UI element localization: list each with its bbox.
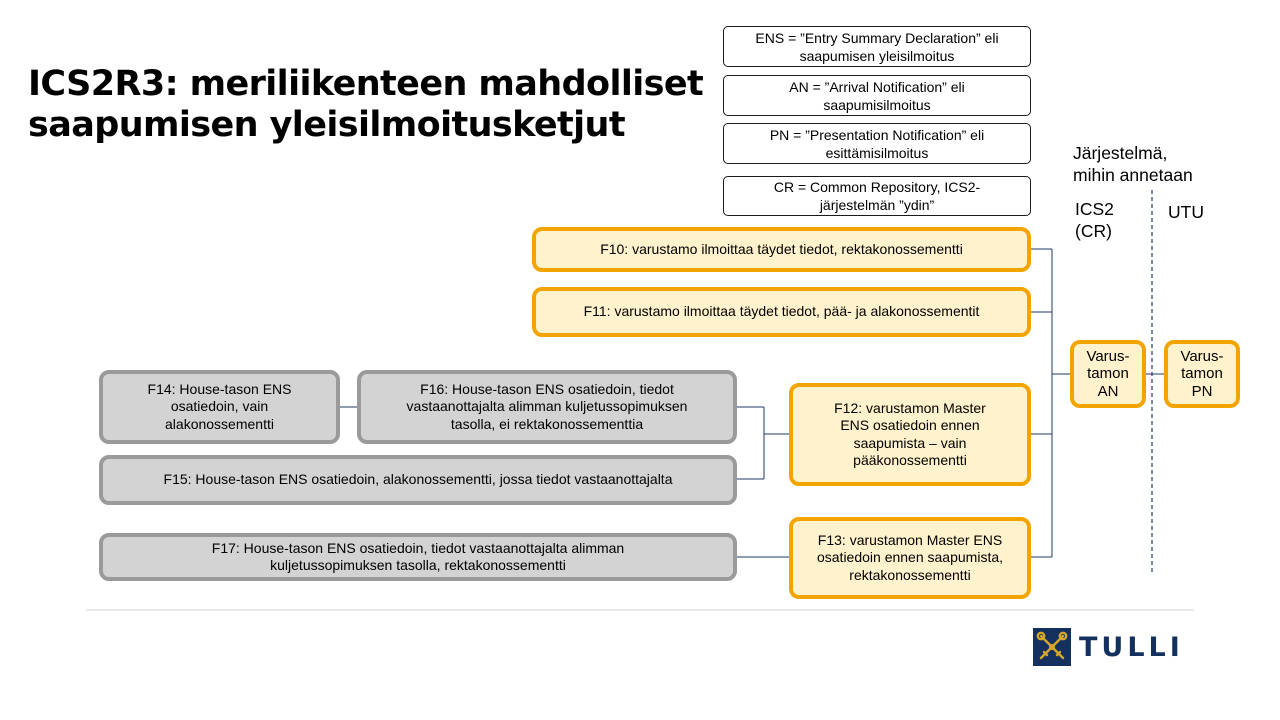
an-line-3: AN xyxy=(1097,382,1119,400)
pn-line-1: Varus- xyxy=(1180,347,1224,365)
f12-line-4: pääkonossementti xyxy=(853,452,967,468)
title-line-2: saapumisen yleisilmoitusketjut xyxy=(28,105,625,145)
f17-line-2: kuljetussopimuksen tasolla, rektakonossementti xyxy=(270,557,566,573)
system-header-line-1: Järjestelmä, xyxy=(1073,143,1168,163)
legend-ens-line-1: ENS = ”Entry Summary Declaration” eli xyxy=(755,29,999,46)
legend-an-line-1: AN = ”Arrival Notification” eli xyxy=(789,78,965,95)
f14-line-2: osatiedoin, vain xyxy=(170,398,269,415)
box-f14 xyxy=(99,370,340,444)
utu-header: UTU xyxy=(1168,202,1204,222)
f10-line-1: F10: varustamo ilmoittaa täydet tiedot, rektakonossementti xyxy=(600,240,963,257)
box-varustamon-pn xyxy=(1164,340,1240,408)
an-line-2: tamon xyxy=(1087,365,1129,383)
f12-line-2: ENS osatiedoin ennen xyxy=(840,417,980,433)
legend-an-line-2: saapumisilmoitus xyxy=(823,96,931,113)
box-varustamon-an xyxy=(1070,340,1146,408)
f13-line-1: F13: varustamon Master ENS xyxy=(817,531,1003,548)
legend-cr-line-1: CR = Common Repository, ICS2- xyxy=(773,179,981,195)
f14-line-1: F14: House-tason ENS xyxy=(147,380,292,397)
f11-line-1: F11: varustamo ilmoittaa täydet tiedot, pää- ja alakonossementit xyxy=(583,303,980,320)
f15-line-1: F15: House-tason ENS osatiedoin, alakonossementti, jossa tiedot vastaanottajalta xyxy=(163,471,673,488)
ics2-header-line-2: (CR) xyxy=(1075,221,1112,241)
f13-line-3: rektakonossementti xyxy=(849,566,971,583)
legend-pn-line-2: esittämisilmoitus xyxy=(825,144,929,161)
box-f11 xyxy=(532,287,1031,337)
box-f15 xyxy=(99,455,737,505)
logo-text: TULLI xyxy=(1079,632,1184,663)
pn-line-2: tamon xyxy=(1181,365,1223,383)
f13-line-2: osatiedoin ennen saapumista, xyxy=(816,549,1004,566)
f16-line-2: vastaanottajalta alimman kuljetussopimuksen xyxy=(406,398,688,415)
f16-line-1: F16: House-tason ENS osatiedoin, tiedot xyxy=(420,380,674,397)
box-f13 xyxy=(789,517,1031,599)
legend-cr-line-2: järjestelmän ”ydin” xyxy=(819,197,935,213)
f17-line-1: F17: House-tason ENS osatiedoin, tiedot vastaanottajalta alimman xyxy=(211,539,625,556)
crossed-keys-icon xyxy=(1033,628,1071,666)
f12-line-1: F12: varustamon Master xyxy=(834,399,986,416)
ics2-header-line-1: ICS2 xyxy=(1075,199,1114,219)
f14-line-3: alakonossementti xyxy=(165,415,274,432)
box-f12 xyxy=(789,383,1031,486)
title-line-1: ICS2R3: meriliikenteen mahdolliset xyxy=(28,64,704,104)
system-header-line-2: mihin annetaan xyxy=(1073,165,1193,185)
an-line-1: Varus- xyxy=(1086,347,1130,365)
tulli-logo xyxy=(1033,628,1199,668)
box-f16 xyxy=(357,370,737,444)
legend-pn-line-1: PN = ”Presentation Notification” eli xyxy=(769,126,985,143)
f16-line-3: tasolla, ei rektakonossementtia xyxy=(450,415,644,432)
pn-line-3: PN xyxy=(1191,382,1213,400)
f12-line-3: saapumista – vain xyxy=(853,434,967,451)
box-f17 xyxy=(99,533,737,581)
box-f10 xyxy=(532,227,1031,272)
legend-ens-line-2: saapumisen yleisilmoitus xyxy=(799,47,955,64)
